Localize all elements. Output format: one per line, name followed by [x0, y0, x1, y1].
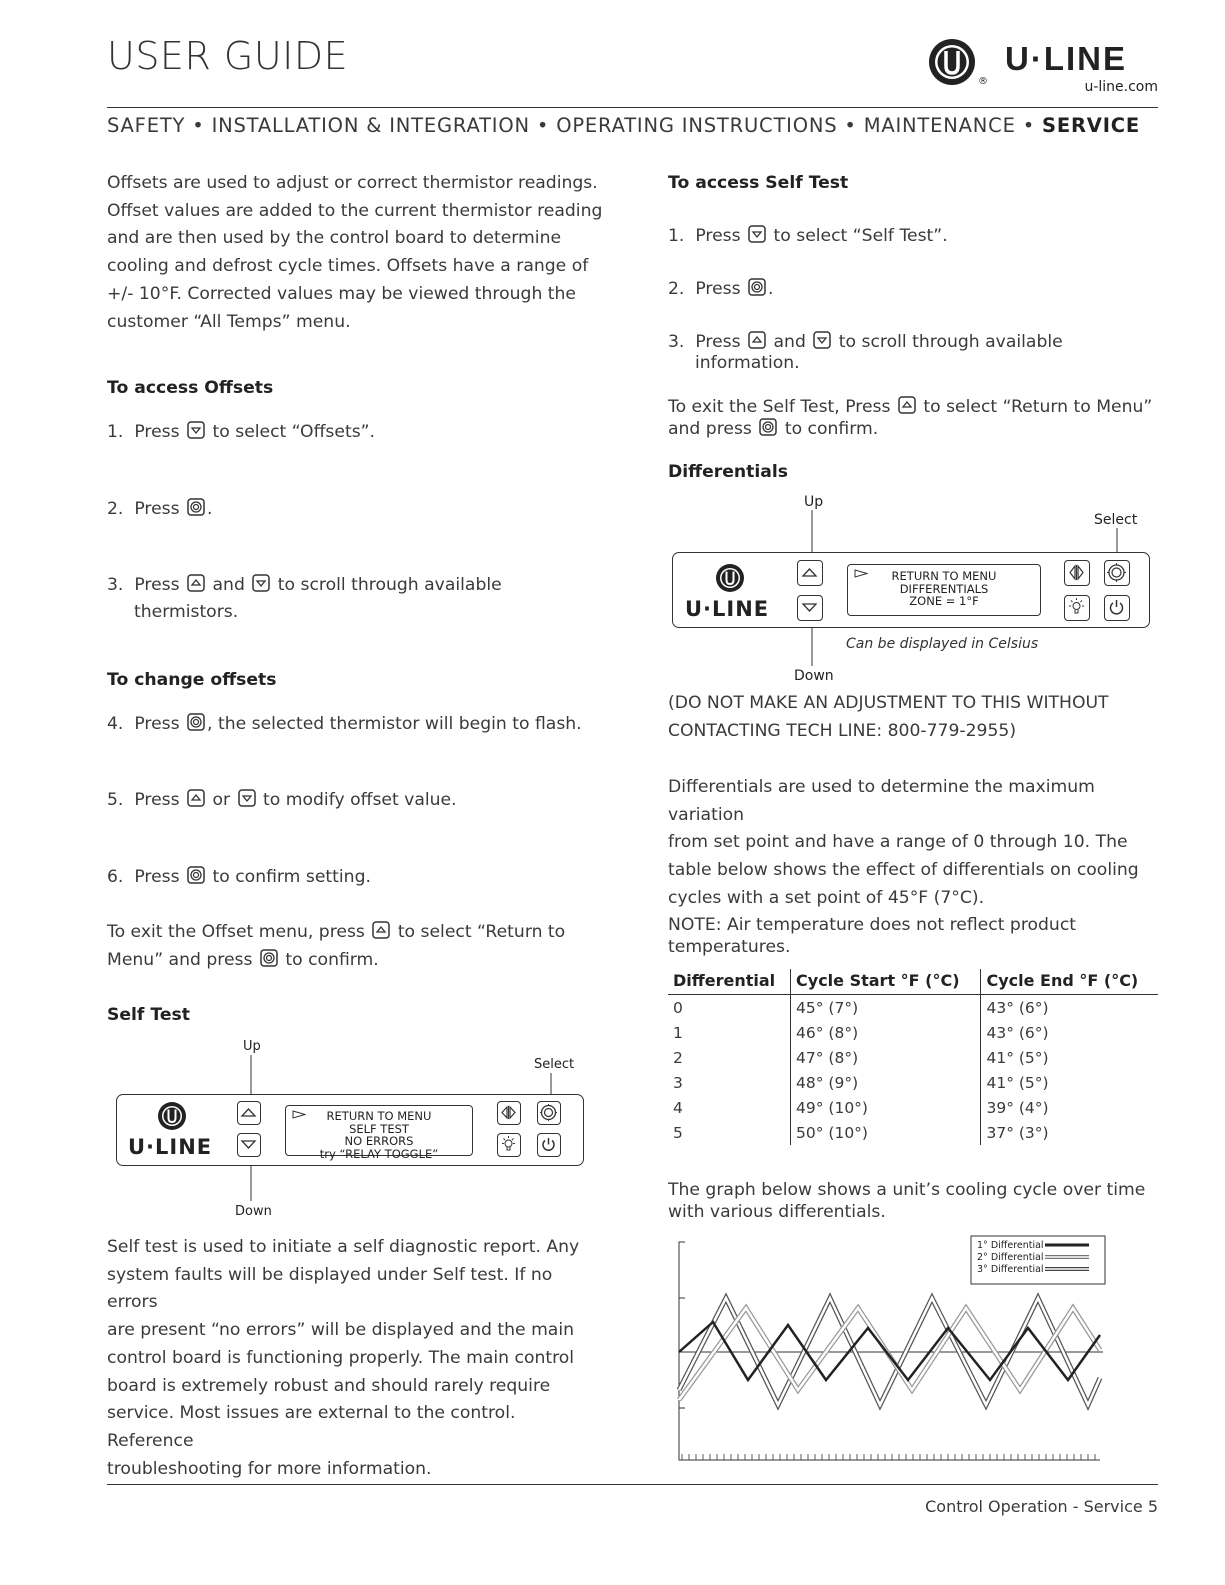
- text-line: customer “All Temps” menu.: [107, 311, 351, 332]
- step-text: , the selected thermistor will begin to flash.: [207, 714, 582, 734]
- change-offsets-heading: To change offsets: [107, 670, 277, 690]
- cooling-cycle-graph: [668, 1230, 1118, 1470]
- step-number: 2.: [107, 499, 124, 519]
- text-line: board is extremely robust and should rarely require: [107, 1375, 551, 1396]
- step-text: to confirm.: [784, 419, 879, 439]
- lcd-line: SELF TEST: [349, 1121, 409, 1136]
- text-line: troubleshooting for more information.: [107, 1458, 432, 1479]
- table-cell: 2: [673, 1048, 683, 1067]
- step-1: [107, 421, 375, 442]
- step-text: or: [212, 790, 231, 810]
- text-line: NOTE: Air temperature does not reflect product: [668, 915, 1077, 935]
- text-line: Offset values are added to the current thermistor reading: [107, 200, 603, 221]
- footer-text: Control Operation - Service 5: [925, 1497, 1158, 1516]
- table-cell: 3: [673, 1073, 683, 1092]
- select-button-icon: [748, 278, 766, 296]
- step-text: Press: [134, 714, 180, 734]
- text-line: CONTACTING TECH LINE: 800-779-2955): [668, 720, 1017, 741]
- step-text: and: [773, 332, 806, 352]
- text-line: and are then used by the control board to determine: [107, 228, 562, 249]
- text-line: (DO NOT MAKE AN ADJUSTMENT TO THIS WITHOUT: [668, 693, 1109, 713]
- text-line: table below shows the effect of differentials on cooling: [668, 860, 1139, 881]
- graph-description: [668, 1179, 1168, 1223]
- step-number: 2.: [668, 279, 685, 299]
- text-line: The graph below shows a unit’s cooling cycle over time: [668, 1180, 1146, 1200]
- table-row: [668, 1070, 1158, 1095]
- footer-divider: [107, 1484, 1158, 1485]
- legend-label-3: 3° Differential: [977, 1264, 1044, 1275]
- self-test-heading: Self Test: [107, 1005, 190, 1025]
- text-line: control board is functioning properly. The main control: [107, 1347, 575, 1368]
- differentials-panel-diagram: [666, 490, 1166, 690]
- nav-maintenance: MAINTENANCE: [863, 114, 1016, 137]
- zone-toggle-button[interactable]: [1064, 560, 1090, 586]
- self-test-description: [107, 1234, 607, 1483]
- lcd-line: RETURN TO MENU: [326, 1109, 432, 1123]
- text-line: service. Most issues are external to the control. Reference: [107, 1403, 516, 1451]
- step-3-continued: thermistors.: [134, 602, 239, 622]
- brand-url: u-line.com: [1084, 79, 1158, 95]
- nav-installation: INSTALLATION & INTEGRATION: [211, 114, 530, 137]
- zone-toggle-button[interactable]: [497, 1101, 521, 1125]
- select-button[interactable]: [1104, 560, 1130, 586]
- table-row: [668, 1045, 1158, 1070]
- panel-brand: U·LINE: [685, 597, 770, 621]
- step-text: to confirm setting.: [212, 867, 371, 887]
- self-test-panel-diagram: [110, 1035, 590, 1225]
- table-cell: 4: [673, 1098, 683, 1117]
- up-button[interactable]: [797, 560, 823, 586]
- select-button-icon: [187, 498, 205, 516]
- table-cell: 50° (10°): [791, 1120, 981, 1145]
- step-text: Press: [134, 422, 180, 442]
- nav-separator: •: [192, 114, 205, 137]
- down-button-icon: [238, 789, 256, 807]
- step-number: 5.: [107, 790, 124, 810]
- select-button-icon: [260, 949, 278, 967]
- step-number: 1.: [107, 422, 124, 442]
- table-row: [668, 1020, 1158, 1045]
- graph-x-ticks: [682, 1454, 1095, 1460]
- brand-logo: [928, 36, 1160, 98]
- step-text: Press: [134, 790, 180, 810]
- select-button-icon: [187, 713, 205, 731]
- table-cell: 5: [673, 1123, 683, 1142]
- table-row: [668, 1095, 1158, 1120]
- nav-separator: •: [1022, 114, 1036, 137]
- step-text: to select “Self Test”.: [773, 226, 948, 246]
- control-panel: [672, 552, 1150, 628]
- table-cell: 41° (5°): [981, 1045, 1158, 1070]
- step-number: 3.: [668, 332, 685, 352]
- step-text: To exit the Offset menu, press: [107, 922, 365, 942]
- nav-operating: OPERATING INSTRUCTIONS: [556, 114, 838, 137]
- lcd-line: ZONE = 1°F: [909, 594, 979, 608]
- brand-logo-icon: [928, 36, 976, 92]
- step-text: Press: [134, 499, 180, 519]
- document-title: USER GUIDE: [107, 34, 349, 78]
- up-callout: Up: [804, 494, 824, 510]
- offset-exit-line-2: [107, 949, 379, 970]
- text-line: cycles with a set point of 45°F (7°C).: [668, 887, 985, 908]
- lcd-line: try “RELAY TOGGLE”: [319, 1146, 439, 1161]
- text-line: temperatures.: [668, 937, 791, 957]
- power-button[interactable]: [1104, 595, 1130, 621]
- table-header-row: [668, 969, 1158, 995]
- down-button-icon: [187, 421, 205, 439]
- text-line: are present “no errors” will be displayed and the main: [107, 1320, 575, 1341]
- step-text: to select “Return to: [397, 922, 566, 942]
- select-button-icon: [187, 866, 205, 884]
- table-header: Differential: [668, 969, 791, 995]
- step-text: Menu” and press: [107, 950, 253, 970]
- step-text: to modify offset value.: [263, 790, 457, 810]
- lcd-line: RETURN TO MENU: [891, 569, 997, 583]
- table-row: [668, 995, 1158, 1021]
- lcd-display: [285, 1105, 473, 1161]
- select-callout: Select: [1094, 512, 1138, 528]
- table-cell: 45° (7°): [791, 995, 981, 1021]
- step-text: Press: [695, 226, 741, 246]
- table-cell: 47° (8°): [791, 1045, 981, 1070]
- step-text: and: [212, 575, 245, 595]
- lcd-display: [847, 564, 1041, 616]
- step-3: [107, 574, 502, 595]
- text-line: system faults will be displayed under Self test. If no errors: [107, 1264, 553, 1313]
- down-button-icon: [252, 574, 270, 592]
- text-line: cooling and defrost cycle times. Offsets have a range of: [107, 256, 589, 277]
- lcd-line: DIFFERENTIALS: [899, 581, 989, 596]
- step-text: .: [768, 279, 774, 299]
- table-row: [668, 1120, 1158, 1145]
- step-text: .: [207, 499, 213, 519]
- up-button-icon: [898, 396, 916, 414]
- down-callout: Down: [235, 1204, 272, 1219]
- table-cell: 49° (10°): [791, 1095, 981, 1120]
- differentials-heading: Differentials: [668, 462, 788, 482]
- step-number: 6.: [107, 867, 124, 887]
- light-button[interactable]: [497, 1133, 521, 1157]
- self-exit-line-1: [668, 396, 1152, 417]
- light-button[interactable]: [1064, 595, 1090, 621]
- self-step-3: [668, 331, 1063, 352]
- up-callout: Up: [243, 1039, 261, 1054]
- up-button-icon: [372, 921, 390, 939]
- step-text: to select “Offsets”.: [212, 422, 376, 442]
- table-cell: 37° (3°): [981, 1120, 1158, 1145]
- text-line: Offsets are used to adjust or correct thermistor readings.: [107, 173, 598, 193]
- offsets-heading: To access Offsets: [107, 378, 274, 398]
- pointer-icon: [292, 1110, 306, 1119]
- step-text: Press: [695, 279, 741, 299]
- down-button-icon: [813, 331, 831, 349]
- up-button-icon: [187, 789, 205, 807]
- down-callout: Down: [794, 668, 834, 684]
- nav-safety: SAFETY: [107, 114, 186, 137]
- legend-label-1: 1° Differential: [977, 1240, 1044, 1251]
- text-line: with various differentials.: [668, 1202, 886, 1222]
- table-cell: 43° (6°): [981, 1020, 1158, 1045]
- nav-separator: •: [844, 114, 857, 137]
- step-text: to confirm.: [285, 950, 379, 970]
- panel-logo-icon: [157, 1101, 187, 1131]
- step-number: 4.: [107, 714, 124, 734]
- differentials-table: [668, 969, 1158, 1145]
- step-text: to select “Return to Menu”: [923, 397, 1153, 417]
- pointer-icon: [854, 569, 868, 578]
- nav-service: SERVICE: [1042, 114, 1140, 137]
- down-button[interactable]: [237, 1133, 261, 1157]
- step-number: 1.: [668, 226, 685, 246]
- step-text: Press: [134, 867, 180, 887]
- nav-separator: •: [536, 114, 550, 137]
- table-header: Cycle End °F (°C): [981, 969, 1158, 995]
- table-cell: 1: [673, 1023, 683, 1042]
- text-line: Self test is used to initiate a self diagnostic report. Any: [107, 1237, 580, 1257]
- select-button[interactable]: [537, 1101, 561, 1125]
- legend-label-2: 2° Differential: [977, 1252, 1044, 1263]
- up-button-icon: [187, 574, 205, 592]
- self-exit-line-2: [668, 418, 878, 439]
- self-step-1: [668, 225, 948, 246]
- text-line: from set point and have a range of 0 through 10. The: [668, 832, 1128, 853]
- section-nav: [107, 114, 1140, 137]
- step-number: 3.: [107, 575, 124, 595]
- text-line: Differentials are used to determine the maximum variation: [668, 777, 1095, 825]
- air-temp-note: [668, 914, 1168, 958]
- step-5: [107, 789, 457, 810]
- differentials-warning: [668, 690, 1168, 745]
- step-text: Press: [134, 575, 180, 595]
- self-step-3-continued: information.: [695, 353, 800, 373]
- offsets-intro: [107, 170, 607, 336]
- down-button-icon: [748, 225, 766, 243]
- table-cell: 43° (6°): [981, 995, 1158, 1021]
- control-panel: [116, 1094, 584, 1166]
- step-text: to scroll through available: [277, 575, 502, 595]
- registered-mark: ®: [978, 76, 988, 87]
- select-button-icon: [759, 418, 777, 436]
- table-cell: 41° (5°): [981, 1070, 1158, 1095]
- step-text: to scroll through available: [838, 332, 1063, 352]
- table-header: Cycle Start °F (°C): [791, 969, 981, 995]
- offset-exit-line-1: [107, 921, 565, 942]
- self-step-2: [668, 278, 774, 299]
- up-button-icon: [748, 331, 766, 349]
- celsius-note: Can be displayed in Celsius: [846, 636, 1039, 652]
- differentials-description: [668, 774, 1168, 913]
- step-6: [107, 866, 371, 887]
- brand-wordmark: U·LINE: [1005, 40, 1127, 77]
- text-line: +/- 10°F. Corrected values may be viewed through the: [107, 283, 577, 304]
- panel-brand: U·LINE: [128, 1135, 213, 1159]
- power-button[interactable]: [537, 1133, 561, 1157]
- select-callout: Select: [534, 1057, 575, 1072]
- step-2: [107, 498, 213, 519]
- table-cell: 48° (9°): [791, 1070, 981, 1095]
- step-text: To exit the Self Test, Press: [668, 397, 891, 417]
- table-cell: 39° (4°): [981, 1095, 1158, 1120]
- self-test-access-heading: To access Self Test: [668, 173, 849, 193]
- down-button[interactable]: [797, 595, 823, 621]
- step-4: [107, 713, 582, 734]
- up-button[interactable]: [237, 1101, 261, 1125]
- lcd-line: NO ERRORS: [344, 1134, 414, 1148]
- step-text: and press: [668, 419, 752, 439]
- table-cell: 46° (8°): [791, 1020, 981, 1045]
- panel-logo-icon: [715, 563, 745, 593]
- step-text: Press: [695, 332, 741, 352]
- header-divider: [107, 107, 1158, 108]
- table-cell: 0: [673, 998, 683, 1017]
